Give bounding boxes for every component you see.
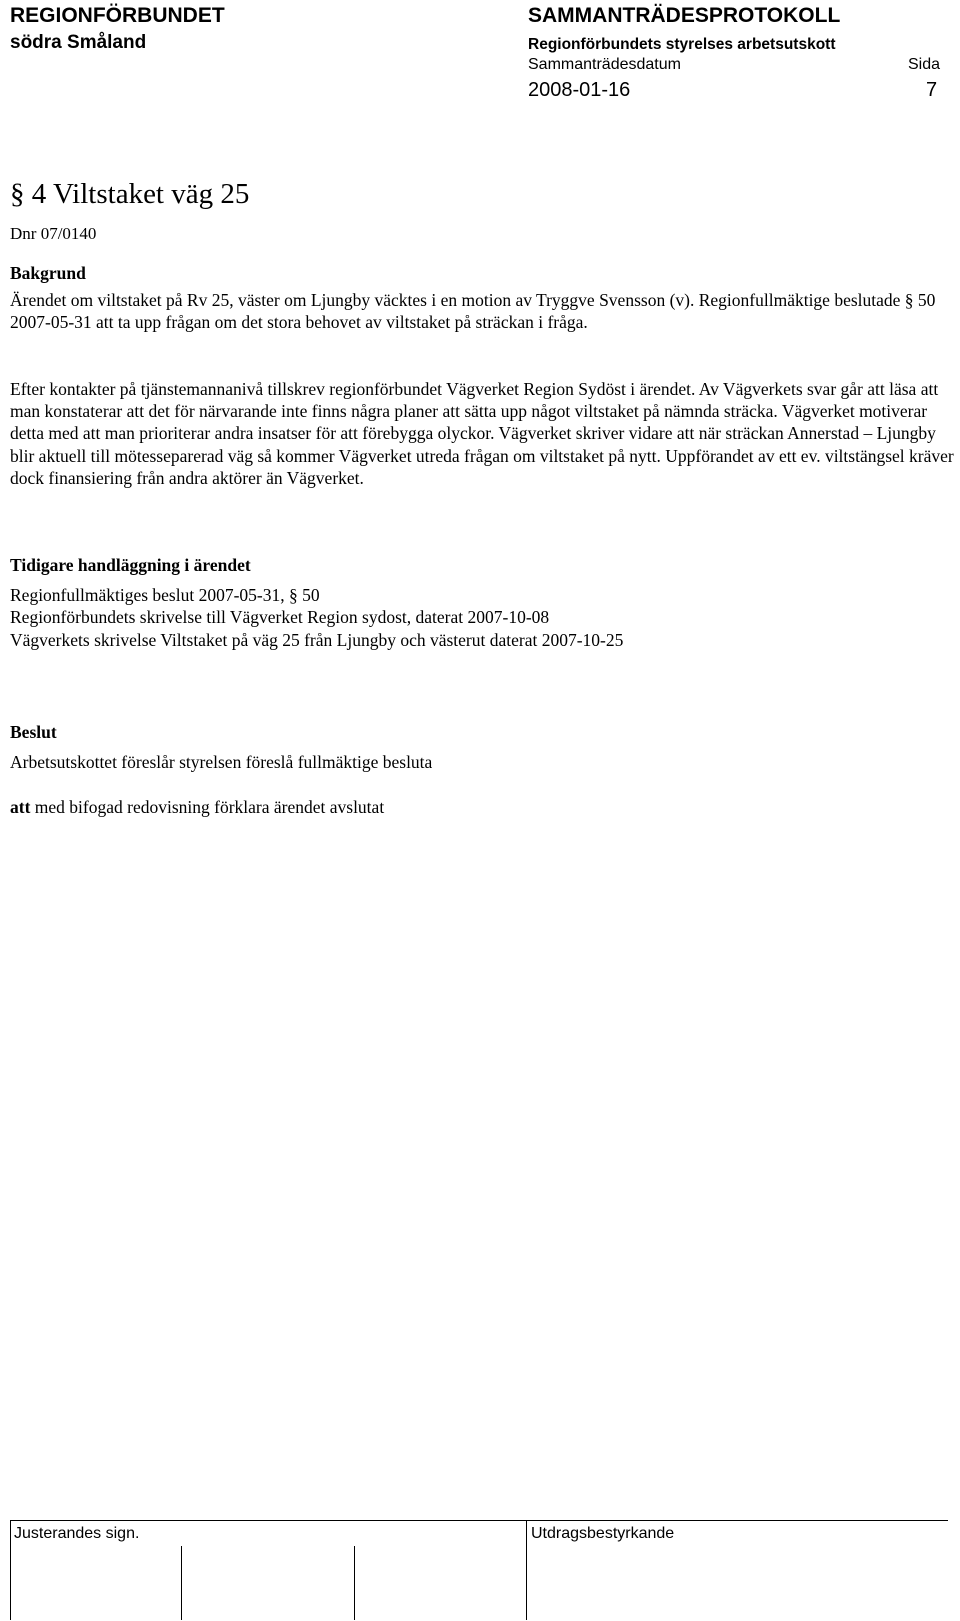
beslut-att-line <box>10 797 384 818</box>
date-label: Sammanträdesdatum <box>528 56 681 73</box>
protocol-title: SAMMANTRÄDESPROTOKOLL <box>528 4 841 27</box>
footer-divider <box>354 1546 355 1620</box>
tidigare-item: Regionförbundets skrivelse till Vägverket Region sydost, daterat 2007-10-08 <box>10 607 550 627</box>
justerandes-sign-label: Justerandes sign. <box>14 1525 140 1542</box>
page-label: Sida <box>908 56 941 73</box>
att-word: att <box>10 797 31 817</box>
beslut-intro: Arbetsutskottet föreslår styrelsen föreslå fullmäktige besluta <box>10 752 433 772</box>
page-number: 7 <box>926 79 938 101</box>
signature-footer <box>10 1520 948 1621</box>
utdragsbestyrkande-label: Utdragsbestyrkande <box>531 1525 675 1542</box>
org-name-line2: södra Småland <box>10 32 147 53</box>
beslut-heading: Beslut <box>10 722 57 742</box>
board-name: Regionförbundets styrelses arbetsutskott <box>528 36 836 53</box>
tidigare-item: Vägverkets skrivelse Viltstaket på väg 25 från Ljungby och västerut daterat 2007-10-25 <box>10 630 624 650</box>
bakgrund-paragraph-2: Efter kontakter på tjänstemannanivå tillskrev regionförbundet Vägverket Region Sydöst i ärendet. Av Vägverkets svar går att läsa att man konstaterar att det för närvarande inte finns några planer att sätta upp något viltstaket på nämnda sträcka. Vägverket motiverar detta med att man prioriterar andra insatser för att förebygga olyckor. Vägverket skriver vidare att när sträckan Annerstad – Ljungby blir aktuell till mötesseparerad väg så kommer Vägverket utreda frågan om viltstaket på nytt. Uppförandet av ett ev. viltstängsel kräver dock finansiering från andra aktörer än Vägverket. <box>10 379 954 488</box>
tidigare-item: Regionfullmäktiges beslut 2007-05-31, § 50 <box>10 585 320 605</box>
bakgrund-heading: Bakgrund <box>10 263 86 283</box>
footer-divider <box>10 1520 11 1620</box>
meeting-date: 2008-01-16 <box>528 79 631 101</box>
section-title: § 4 Viltstaket väg 25 <box>10 178 250 210</box>
footer-divider <box>181 1546 182 1620</box>
bakgrund-paragraph-1: Ärendet om viltstaket på Rv 25, väster om Ljungby väcktes i en motion av Tryggve Svensson (v). Regionfullmäktige beslutade § 50 2007-05-31 att ta upp frågan om det stora behovet av viltstaket på sträckan i fråga. <box>10 290 936 333</box>
footer-divider <box>526 1520 527 1620</box>
tidigare-heading: Tidigare handläggning i ärendet <box>10 555 251 575</box>
att-text: med bifogad redovisning förklara ärendet avslutat <box>30 797 385 817</box>
org-name-line1: REGIONFÖRBUNDET <box>10 4 225 27</box>
diary-number: Dnr 07/0140 <box>10 224 97 243</box>
